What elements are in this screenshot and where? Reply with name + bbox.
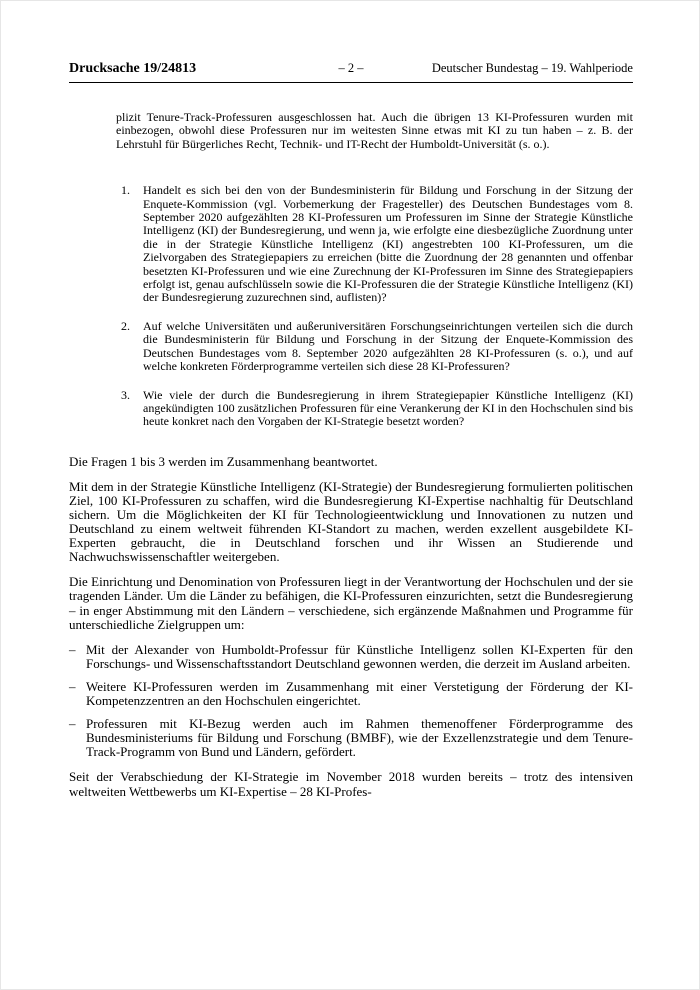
measure-item-1 — [69, 643, 633, 671]
continuation-paragraph: plizit Tenure-Track-Professuren ausgeschlossen hat. Auch die übrigen 13 KI-Professuren wurden mit einbezogen, obwohl diese Professuren nur im weitesten Sinne etwas mit KI zu tun haben – z. B. der Lehrstuhl für Bürgerliches Recht, Technik- und IT-Recht der Humboldt-Universität (s. o.). — [116, 110, 633, 151]
question-text: Handelt es sich bei den von der Bundesministerin für Bildung und Forschung in der Sitzung der Enquete-Kommission (vgl. Vorbemerkung der Fragesteller) des Deutschen Bundestages vom 8. September 2020 aufgezählten 28 KI-Professuren um Professuren im Sinne der Strategie Künstliche Intelligenz (KI) der Bundesregierung, und wenn ja, wie erfolgte eine diesbezügliche Zuordnung unter die in der Strategie Künstliche Intelligenz (KI) angestrebten 100 KI-Professuren, um die Zielvorgaben des Strategiepapiers zu erreichen (bitte die Zuordnung der 28 genannten und offenbar besetzten KI-Professuren und wie eine Zurechnung der KI-Professuren im Sinne des Strategiepapiers erfolgt ist, genau aufschlüsseln sowie die KI-Professuren die der Strategie Künstliche Intelligenz (KI) der Bundesregierung zuzurechnen sind, auflisten)? — [143, 183, 633, 305]
measure-text: Professuren mit KI-Bezug werden auch im Rahmen themenoffener Förderprogramme des Bundesministeriums für Bildung und Forschung (BMBF), wie der Exzellenzstrategie und dem Tenure-Track-Programm von Bund und Ländern, gefördert. — [86, 716, 633, 760]
combined-answer-note: Die Fragen 1 bis 3 werden im Zusammenhang beantwortet. — [69, 453, 378, 469]
answer-section — [69, 455, 633, 799]
measure-item-2 — [69, 680, 633, 708]
page-number: – 2 – — [338, 61, 364, 75]
answer-paragraph-2: Die Einrichtung und Denomination von Professuren liegt in der Verantwortung der Hochschulen und der sie tragenden Länder. Um die Länder zu befähigen, die KI-Professuren einzurichten, setzt die Bundesregierung – in enger Abstimmung mit den Ländern – verschiedene, sich ergänzende Maßnahmen und Programme für unterschiedliche Zielgruppen um: — [69, 574, 633, 632]
question-item-1 — [116, 184, 633, 305]
question-number: 1. — [121, 183, 130, 198]
doc-number: Drucksache 19/24813 — [69, 61, 197, 76]
header-rule — [69, 82, 633, 83]
dash-marker: – — [69, 716, 76, 732]
dash-marker: – — [69, 678, 76, 694]
question-text: Wie viele der durch die Bundesregierung in ihrem Strategiepapier Künstliche Intelligenz (KI) angekündigten 100 zusätzlichen Professuren für eine Verankerung der KI in den Hochschulen sind bis heute konkret nach den Vorgaben der KI-Strategie besetzt worden? — [143, 387, 633, 429]
page-header — [69, 61, 633, 76]
dash-marker: – — [69, 641, 76, 657]
question-item-2 — [116, 320, 633, 374]
closing-paragraph: Seit der Verabschiedung der KI-Strategie im November 2018 wurden bereits – trotz des intensiven weltweiten Wettbewerbs um KI-Expertise – 28 KI-Profes- — [69, 769, 633, 799]
measures-list — [69, 643, 633, 760]
publication-title: Deutscher Bundestag – 19. Wahlperiode — [431, 61, 633, 75]
measure-item-3 — [69, 717, 633, 759]
question-section — [116, 111, 633, 429]
question-text: Auf welche Universitäten und außeruniversitären Forschungseinrichtungen verteilen sich die durch die Bundesministerin für Bildung und Forschung in der Sitzung der Enquete-Kommission des Deutschen Bundestages vom 8. September 2020 aufgezählten 28 KI-Professuren (s. o.), und auf welche konkreten Förderprogramme verteilen sich diese 28 KI-Professuren? — [143, 318, 633, 374]
question-item-3 — [116, 389, 633, 429]
question-number: 2. — [121, 318, 130, 333]
measure-text: Weitere KI-Professuren werden im Zusammenhang mit einer Verstetigung der Förderung der KI-Kompetenzzentren an den Hochschulen eingerichtet. — [86, 678, 633, 709]
question-list — [116, 184, 633, 429]
question-number: 3. — [121, 387, 130, 402]
answer-paragraph-1: Mit dem in der Strategie Künstliche Intelligenz (KI-Strategie) der Bundesregierung formulierten politischen Ziel, 100 KI-Professuren zu schaffen, wird die Bundesregierung KI-Expertise nachhaltig für Deutschland sichern. Um die Möglichkeiten der KI für Technologieentwicklung und Innovationen zu nutzen und Deutschland zu einem weltweit führenden KI-Standort zu machen, werden exzellent ausgebildete KI-Experten gebraucht, die in Deutschland forschen und ihr Wissen an Studierende und Nachwuchswissenschaftler weitergeben. — [69, 478, 633, 565]
measure-text: Mit der Alexander von Humboldt-Professur für Künstliche Intelligenz sollen KI-Experten für den Forschungs- und Wissenschaftsstandort Deutschland gewonnen werden, die derzeit im Ausland arbeiten. — [86, 641, 633, 671]
